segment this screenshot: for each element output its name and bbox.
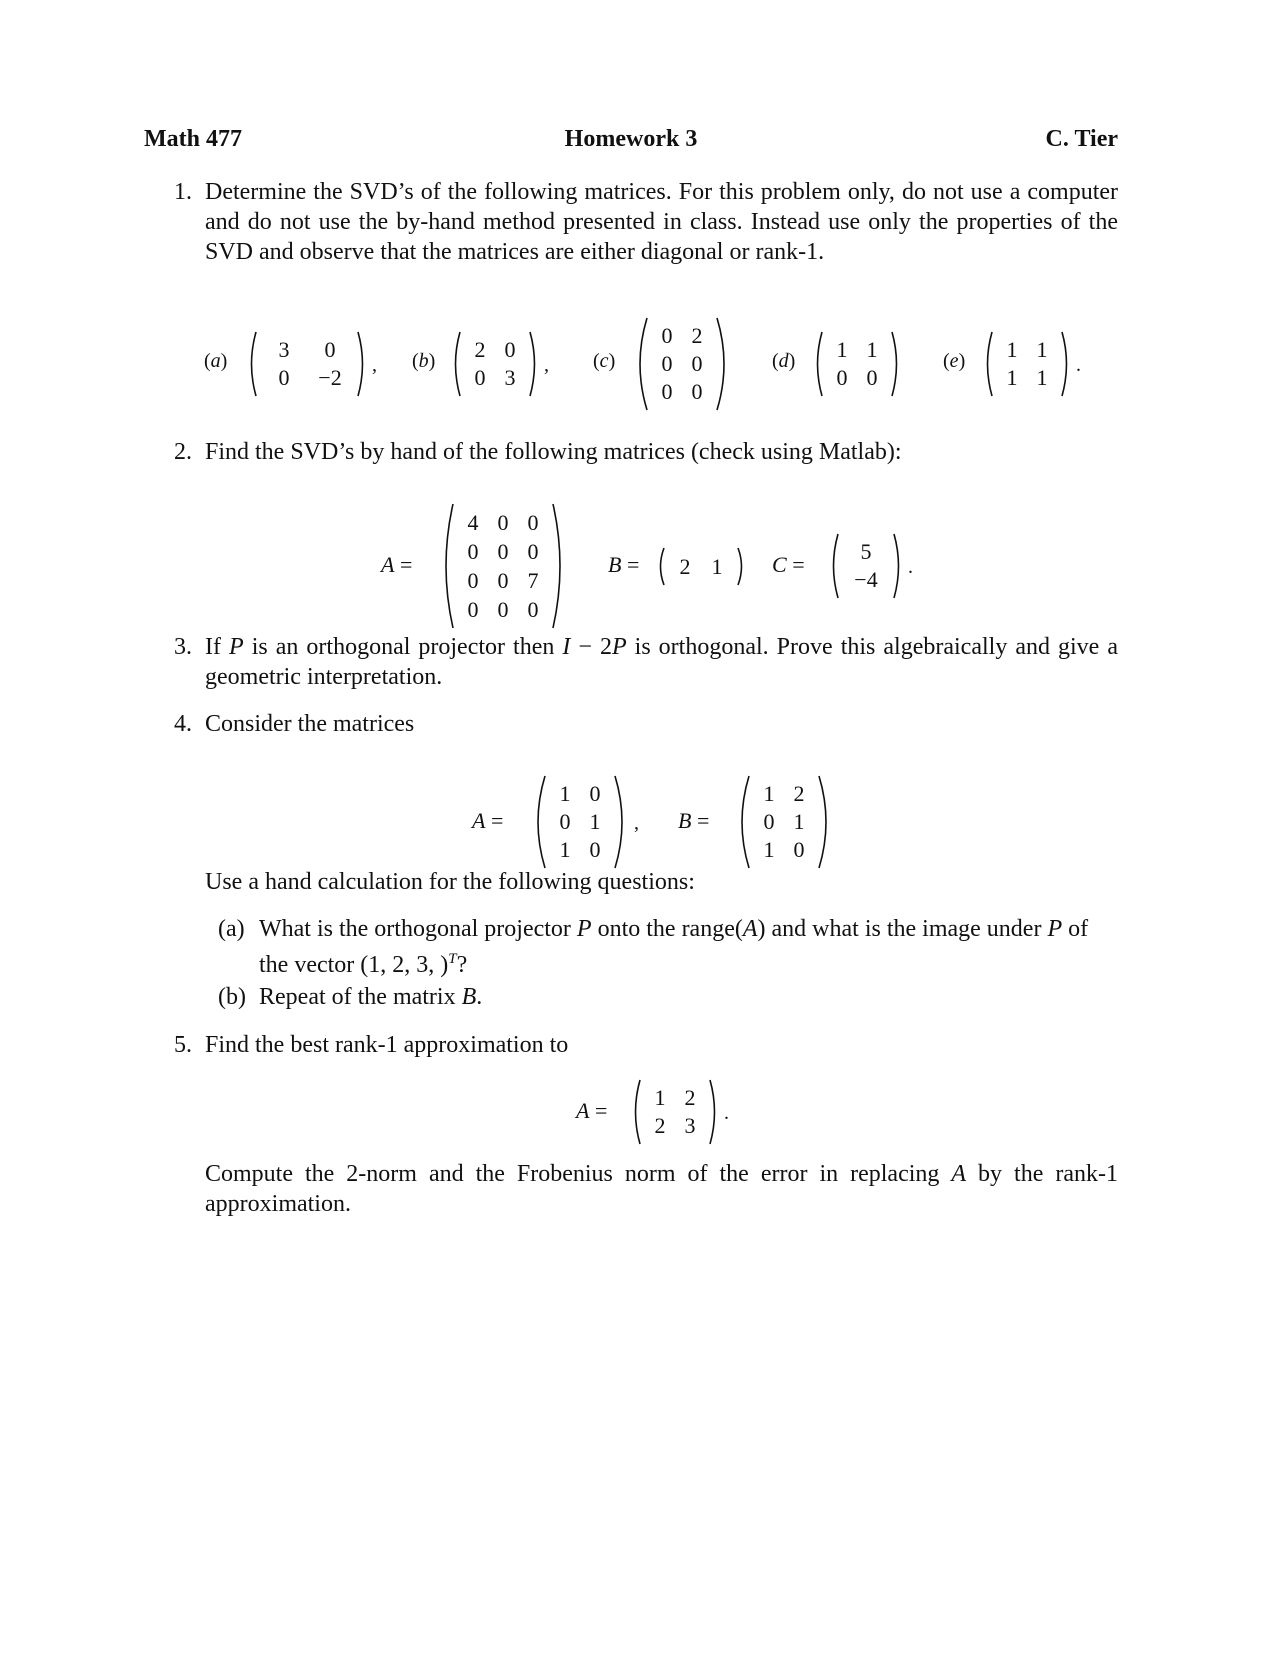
left-parenthesis: [812, 331, 823, 397]
matrix-entries: [827, 336, 887, 392]
matrix-entries: [458, 508, 548, 624]
left-parenthesis: [828, 533, 839, 599]
matrix-entry: 1: [793, 809, 805, 834]
problem-2: [174, 437, 1118, 467]
matrix-entries: [754, 780, 814, 864]
matrix-entry: 2: [679, 553, 691, 579]
matrix-entry: 2: [654, 1113, 666, 1138]
matrix-entry: 0: [497, 510, 509, 535]
matrix-entry: 1: [559, 837, 571, 862]
right-parenthesis: [614, 775, 630, 869]
matrix-entry: 0: [504, 337, 516, 362]
matrix-entry: 0: [324, 337, 336, 362]
matrix: [246, 331, 368, 397]
matrix-entry: 0: [691, 351, 703, 376]
matrix-entry: 0: [589, 837, 601, 862]
matrix-entry: −4: [854, 567, 878, 592]
problem-4-part-b: [218, 982, 1118, 1012]
punctuation: ,: [544, 354, 549, 376]
matrix-entry: 1: [763, 781, 775, 806]
matrix-entry: 2: [691, 323, 703, 348]
left-parenthesis: [438, 503, 454, 629]
problem-text: Find the best rank-1 approximation to: [205, 1032, 569, 1058]
problem-number: 4.: [174, 711, 192, 737]
matrix: [530, 775, 630, 869]
left-parenthesis: [246, 331, 257, 397]
right-parenthesis: [709, 1079, 720, 1145]
matrix-label: A =: [576, 1098, 608, 1123]
problem-5: [174, 1030, 1118, 1060]
punctuation: .: [1076, 354, 1081, 376]
punctuation: .: [724, 1102, 729, 1124]
matrix-entry: 1: [1036, 337, 1048, 362]
matrix-entry: 0: [527, 510, 539, 535]
matrix-entry: 0: [527, 539, 539, 564]
matrix-entries: [550, 780, 610, 864]
left-parenthesis: [632, 317, 648, 411]
right-parenthesis: [891, 331, 902, 397]
page-header: [144, 126, 1118, 160]
matrix-entries: [843, 538, 889, 594]
matrix-entry: 1: [1006, 365, 1018, 390]
matrix-entry: 1: [711, 553, 723, 579]
problem-5-followup: Compute the 2-norm and the Frobenius norm of the error in replacing A by the rank-1 approximation.: [205, 1161, 1118, 1217]
matrix-label: C =: [772, 552, 805, 577]
matrix-entry: 1: [866, 337, 878, 362]
matrix: [632, 317, 732, 411]
problem-4-followup: Use a hand calculation for the following questions:: [205, 869, 695, 895]
matrix-entries: [261, 336, 353, 392]
problem-4: [174, 709, 1118, 739]
matrix: [982, 331, 1072, 397]
left-parenthesis: [450, 331, 461, 397]
part-label: (a): [218, 916, 245, 942]
matrix-entry: 1: [1006, 337, 1018, 362]
part-text: Repeat of the matrix B.: [259, 984, 483, 1010]
right-parenthesis: [1061, 331, 1072, 397]
right-parenthesis: [893, 533, 904, 599]
problem-text: Consider the matrices: [205, 711, 415, 737]
matrix-entry: 4: [467, 510, 479, 535]
matrix-entry: 1: [836, 337, 848, 362]
problem-text: If P is an orthogonal projector then I − 2P is orthogonal. Prove this algebraically and give a geometric interpretation.: [205, 634, 1118, 690]
left-parenthesis: [734, 775, 750, 869]
problem-number: 3.: [174, 634, 192, 660]
matrix-label: (b): [412, 350, 436, 372]
matrix-entry: 0: [661, 379, 673, 404]
part-text: What is the orthogonal projector P onto the range(A) and what is the image under P of the vector (1, 2, 3, )$^T$?: [259, 916, 1089, 978]
matrix-label: (e): [943, 350, 966, 372]
matrix-label: A =: [472, 808, 504, 833]
matrix-entry: 0: [559, 809, 571, 834]
matrix-entries: [652, 322, 712, 406]
matrix-entry: 3: [684, 1113, 696, 1138]
matrix-entry: 0: [497, 597, 509, 622]
matrix-entry: 0: [467, 568, 479, 593]
matrix: [828, 533, 904, 599]
matrix: [656, 547, 746, 586]
author-name: C. Tier: [1045, 126, 1118, 152]
matrix-entry: 5: [860, 539, 872, 564]
punctuation: ,: [372, 354, 377, 376]
matrix-entry: 0: [474, 365, 486, 390]
matrix-label: (d): [772, 350, 796, 372]
matrix-entry: 0: [467, 597, 479, 622]
right-parenthesis: [357, 331, 368, 397]
matrix-entry: 2: [474, 337, 486, 362]
matrix-entry: 0: [763, 809, 775, 834]
right-parenthesis: [716, 317, 732, 411]
matrix-entries: [645, 1084, 705, 1140]
matrix-entry: 0: [497, 568, 509, 593]
punctuation: .: [908, 556, 913, 578]
matrix-entry: 1: [654, 1085, 666, 1110]
matrix-entry: 1: [1036, 365, 1048, 390]
left-parenthesis: [630, 1079, 641, 1145]
matrix-entry: 0: [661, 323, 673, 348]
matrix-label: (a): [204, 350, 228, 372]
problem-text: Determine the SVD’s of the following matrices. For this problem only, do not use a computer and do not use the by-hand method presented in class. Instead use only the properties of the SVD and observe that the matrices are either diagonal or rank-1.: [205, 179, 1118, 265]
matrix-entry: 1: [763, 837, 775, 862]
matrix-entry: 3: [278, 337, 290, 362]
matrix-entries: [997, 336, 1057, 392]
problem-3: [174, 632, 1118, 692]
matrix-entries: [465, 336, 525, 392]
problem-number: 2.: [174, 439, 192, 465]
part-label: (b): [218, 984, 246, 1010]
matrix-entry: 7: [527, 568, 539, 593]
matrix-label: A =: [381, 552, 413, 577]
matrix-entry: 0: [661, 351, 673, 376]
problem-number: 1.: [174, 179, 192, 205]
problem-text: Find the SVD’s by hand of the following matrices (check using Matlab):: [205, 439, 902, 465]
problem-1: [174, 177, 1118, 267]
matrix-entry: 0: [278, 365, 290, 390]
matrix-entry: 0: [836, 365, 848, 390]
homework-title: Homework 3: [564, 126, 698, 152]
matrix-entry: 1: [589, 809, 601, 834]
right-parenthesis: [529, 331, 540, 397]
matrix-label: (c): [593, 350, 616, 372]
left-parenthesis: [656, 547, 665, 586]
matrix-label: B =: [678, 808, 710, 833]
left-parenthesis: [530, 775, 546, 869]
matrix-entry: 0: [467, 539, 479, 564]
problem-number: 5.: [174, 1032, 192, 1058]
matrix: [450, 331, 540, 397]
matrix: [630, 1079, 720, 1145]
right-parenthesis: [818, 775, 834, 869]
right-parenthesis: [552, 503, 568, 629]
left-parenthesis: [982, 331, 993, 397]
course-name: Math 477: [144, 126, 242, 152]
matrix-entry: 0: [793, 837, 805, 862]
punctuation: ,: [634, 812, 639, 834]
matrix: [438, 503, 568, 629]
matrix-entry: −2: [318, 365, 342, 390]
problem-4-part-a: [218, 914, 1118, 978]
matrix-entry: 0: [866, 365, 878, 390]
matrix-entry: 0: [527, 597, 539, 622]
matrix-entry: 2: [684, 1085, 696, 1110]
matrix-entries: [669, 552, 733, 581]
matrix-entry: 1: [559, 781, 571, 806]
matrix-entry: 0: [497, 539, 509, 564]
matrix-entry: 2: [793, 781, 805, 806]
matrix: [734, 775, 834, 869]
matrix-label: B =: [608, 552, 640, 577]
right-parenthesis: [737, 547, 746, 586]
matrix-entry: 0: [691, 379, 703, 404]
matrix: [812, 331, 902, 397]
matrix-entry: 0: [589, 781, 601, 806]
matrix-entry: 3: [504, 365, 516, 390]
